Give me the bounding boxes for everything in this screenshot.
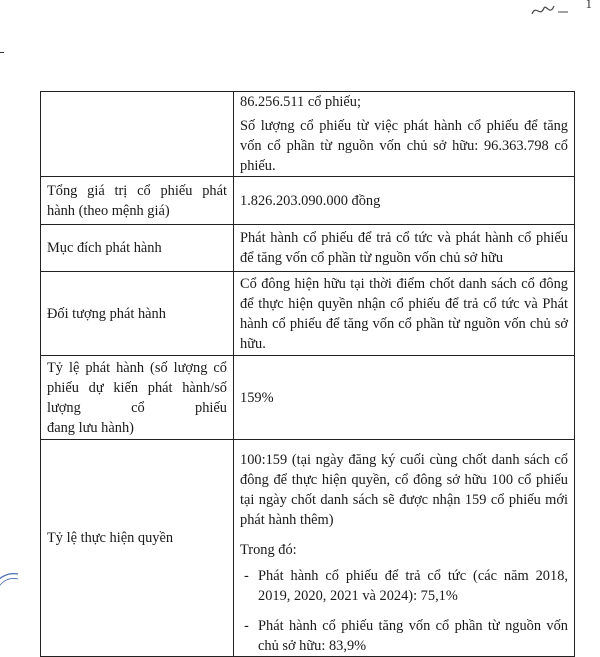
label-cell: Tỷ lệ thực hiện quyền	[41, 440, 234, 657]
label-cell: Tổng giá trị cổ phiếu phát hành (theo mệnh giá)	[41, 177, 234, 225]
label-cell: Mục đích phát hành	[41, 225, 234, 272]
table-row	[41, 440, 575, 657]
bullet-text: Phát hành cổ phiếu để trả cổ tức (các năm 2018, 2019, 2020, 2021 và 2024): 75,1%	[258, 568, 568, 604]
table-row	[41, 92, 575, 177]
issuance-table	[40, 91, 575, 657]
page-number: 1	[585, 0, 592, 11]
value-cell: Cổ đông hiện hữu tại thời điểm chốt danh sách cổ đông để thực hiện quyền nhận cổ phiếu để trả cổ tức và Phát hành cổ phiếu để tăng vốn cổ phần từ nguồn vốn chủ sở hữu.	[234, 272, 575, 356]
dash-bullet: -	[244, 568, 249, 584]
label-cell	[41, 356, 234, 440]
label-cell	[41, 92, 234, 177]
label-cell: Đối tượng phát hành	[41, 272, 234, 356]
table-row	[41, 225, 575, 272]
label-line: Tỷ lệ phát hành (số lượng cổ	[47, 359, 227, 376]
label-line: phiếu dự kiến phát hành/số	[47, 379, 227, 396]
table-row	[41, 272, 575, 356]
value-subhead: Trong đó:	[240, 542, 297, 558]
value-cell	[234, 440, 575, 657]
value-cell: Phát hành cổ phiếu để trả cổ tức và phát hành cổ phiếu để tăng vốn cổ phần từ nguồn vốn chủ sở hữu	[234, 225, 575, 272]
value-line: Số lượng cổ phiếu từ việc phát hành cổ phiếu để tăng vốn cổ phần từ nguồn vốn chủ sở hữu: 96.363.798 cổ phiếu.	[240, 118, 568, 174]
bullet-text: Phát hành cổ phiếu tăng vốn cổ phần từ nguồn vốn chủ sở hữu: 83,9%	[258, 618, 568, 654]
stamp-fragment	[0, 568, 22, 602]
label-line: đang lưu hành)	[47, 419, 134, 436]
table-row	[41, 177, 575, 225]
value-line: 86.256.511 cổ phiếu;	[240, 94, 361, 110]
value-cell	[234, 92, 575, 177]
bullet-item	[244, 566, 568, 606]
bullet-item	[244, 616, 568, 656]
margin-tick	[0, 52, 4, 53]
value-intro: 100:159 (tại ngày đăng ký cuối cùng chốt danh sách cổ đông để thực hiện quyền, cổ đông sở hữu 100 cổ phiếu tại ngày chốt danh sách sẽ được nhận 159 cổ phiếu mới phát hành thêm)	[240, 452, 568, 528]
value-cell: 159%	[234, 356, 575, 440]
label-line: lượng cổ phiếu	[47, 399, 227, 416]
value-cell: 1.826.203.090.000 đồng	[234, 177, 575, 225]
table-row	[41, 356, 575, 440]
dash-bullet: -	[244, 618, 249, 634]
